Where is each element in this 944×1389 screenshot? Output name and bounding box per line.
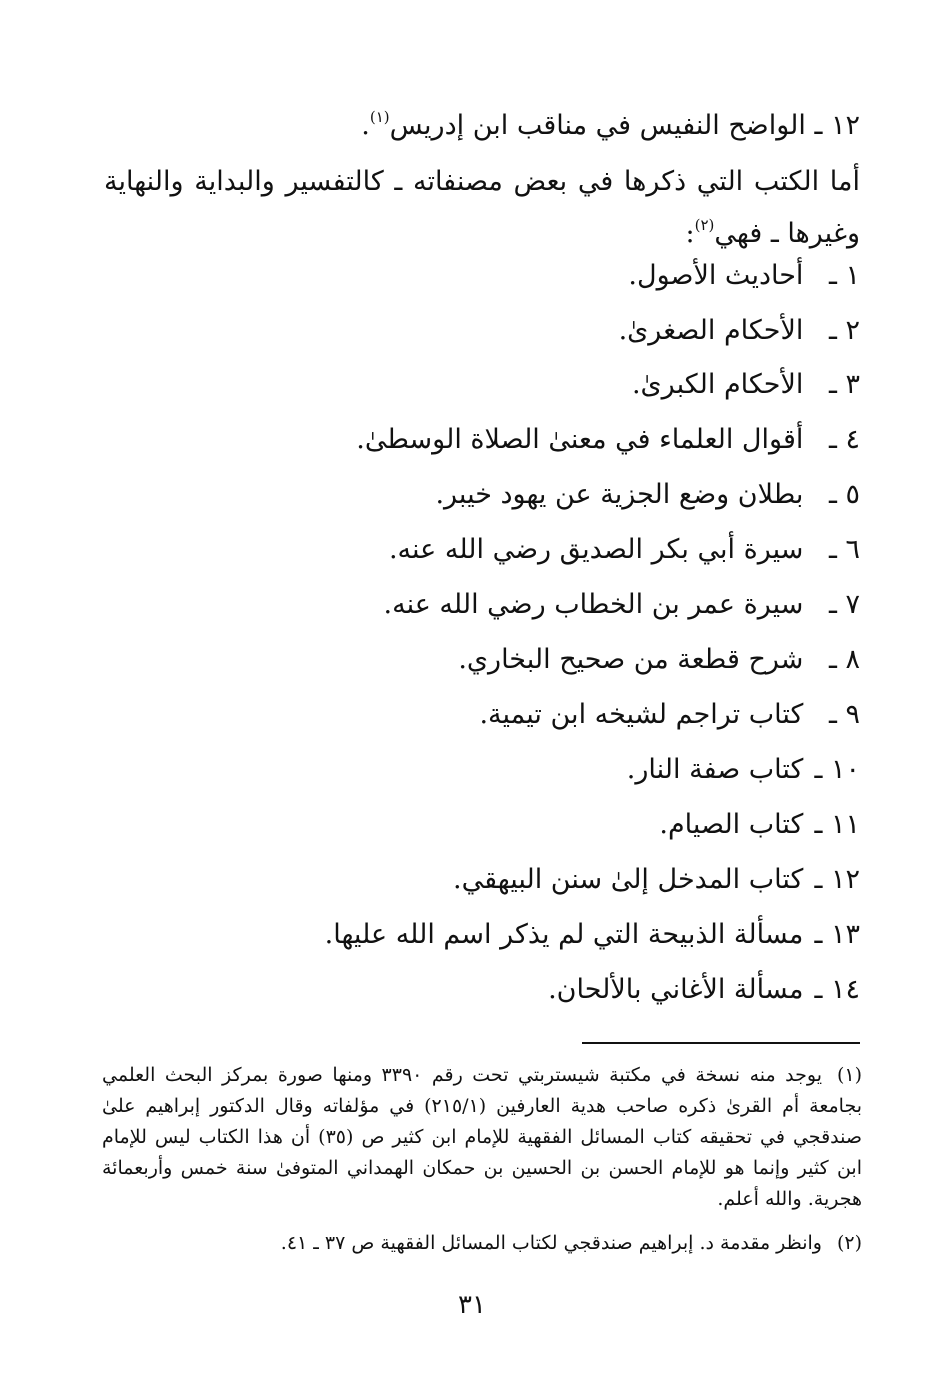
list-item bbox=[389, 532, 860, 568]
list-item-number: ٤ ـ bbox=[828, 424, 860, 455]
list-item bbox=[479, 697, 860, 733]
footnote-text: يوجد منه نسخة في مكتبة شيستربتي تحت رقم ٣٣٩٠ ومنها صورة بمركز البحث العلمي بجامعة أم القرىٰ ذكره صاحب هدية العارفين (٢١٥/١) في مؤلفاته وقال الدكتور إبراهيم علىٰ صندقجي في تحقيقه كتاب المسائل الفقهية للإمام ابن كثير ص (٣٥) أن هذا الكتاب ليس للإمام ابن كثير وإنما هو للإمام الحسن بن الحسين بن حمكان الهمداني المتوفىٰ سنة خمس وأربعمائة هجرية. والله أعلم. bbox=[102, 1064, 863, 1210]
list-item-text: مسألة الأغاني بالألحان. bbox=[548, 974, 804, 1005]
list-item bbox=[384, 587, 860, 623]
list-item-text: كتاب تراجم لشيخه ابن تيمية. bbox=[479, 699, 804, 730]
intro-text: أما الكتب التي ذكرها في بعض مصنفاته ـ كالتفسير والبداية والنهاية وغيرها ـ فهي bbox=[104, 166, 860, 249]
footnote-2 bbox=[102, 1228, 862, 1259]
list-item-text: أحاديث الأصول. bbox=[628, 260, 804, 291]
list-item-number: ١٣ ـ bbox=[814, 919, 860, 950]
list-item-text: سيرة أبي بكر الصديق رضي الله عنه. bbox=[388, 534, 804, 565]
list-item bbox=[458, 642, 860, 678]
list-item bbox=[356, 422, 860, 458]
list-item-number: ١١ ـ bbox=[814, 809, 860, 840]
list-item-text: الأحكام الكبرىٰ. bbox=[631, 369, 804, 400]
list-item bbox=[548, 972, 860, 1008]
list-item-text: كتاب صفة النار. bbox=[626, 754, 804, 785]
list-item-number: ٣ ـ bbox=[828, 369, 860, 400]
header-item-end: . bbox=[361, 110, 370, 141]
list-item bbox=[632, 367, 860, 403]
intro-end: : bbox=[685, 218, 695, 249]
list-item-text: شرح قطعة من صحيح البخاري. bbox=[458, 644, 804, 675]
list-item-text: الأحكام الصغرىٰ. bbox=[618, 315, 804, 346]
footnote-separator bbox=[582, 1042, 860, 1044]
list-item-text: مسألة الذبيحة التي لم يذكر اسم الله عليها. bbox=[324, 919, 804, 950]
list-item-text: بطلان وضع الجزية عن يهود خيبر. bbox=[435, 479, 804, 510]
footnote-mark: (١) bbox=[836, 1064, 862, 1086]
list-item bbox=[659, 807, 860, 843]
list-item-number: ٦ ـ bbox=[828, 534, 860, 565]
footnote-text: وانظر مقدمة د. إبراهيم صندقجي لكتاب المسائل الفقهية ص ٣٧ ـ ٤١. bbox=[280, 1232, 822, 1254]
list-item bbox=[628, 258, 860, 294]
footnote-ref-2: (٢) bbox=[694, 216, 715, 234]
list-item-text: كتاب الصيام. bbox=[659, 809, 804, 840]
list-item bbox=[453, 862, 860, 898]
list-item-text: سيرة عمر بن الخطاب رضي الله عنه. bbox=[383, 589, 804, 620]
header-item-text: ١٢ ـ الواضح النفيس في مناقب ابن إدريس bbox=[389, 110, 860, 141]
header-item bbox=[361, 108, 860, 144]
list-item-number: ١٤ ـ bbox=[814, 974, 860, 1005]
intro-paragraph bbox=[104, 156, 860, 260]
list-item-number: ٩ ـ bbox=[828, 699, 860, 730]
footnote-mark: (٢) bbox=[836, 1232, 862, 1254]
list-item-number: ٢ ـ bbox=[828, 315, 860, 346]
list-item-number: ١٠ ـ bbox=[814, 754, 860, 785]
list-item-number: ٨ ـ bbox=[828, 644, 860, 675]
footnote-ref-1: (١) bbox=[369, 108, 390, 126]
list-item bbox=[435, 477, 860, 513]
list-item bbox=[325, 917, 860, 953]
list-item-number: ١٢ ـ bbox=[814, 864, 860, 895]
list-item-number: ١ ـ bbox=[828, 260, 860, 291]
page-number: ٣١ bbox=[458, 1290, 486, 1320]
list-item-text: كتاب المدخل إلىٰ سنن البيهقي. bbox=[453, 864, 804, 895]
list-item-number: ٧ ـ bbox=[828, 589, 860, 620]
footnote-1 bbox=[102, 1060, 862, 1215]
list-item bbox=[627, 752, 860, 788]
list-item-text: أقوال العلماء في معنىٰ الصلاة الوسطىٰ. bbox=[356, 424, 804, 455]
list-item-number: ٥ ـ bbox=[828, 479, 860, 510]
list-item bbox=[619, 313, 860, 349]
